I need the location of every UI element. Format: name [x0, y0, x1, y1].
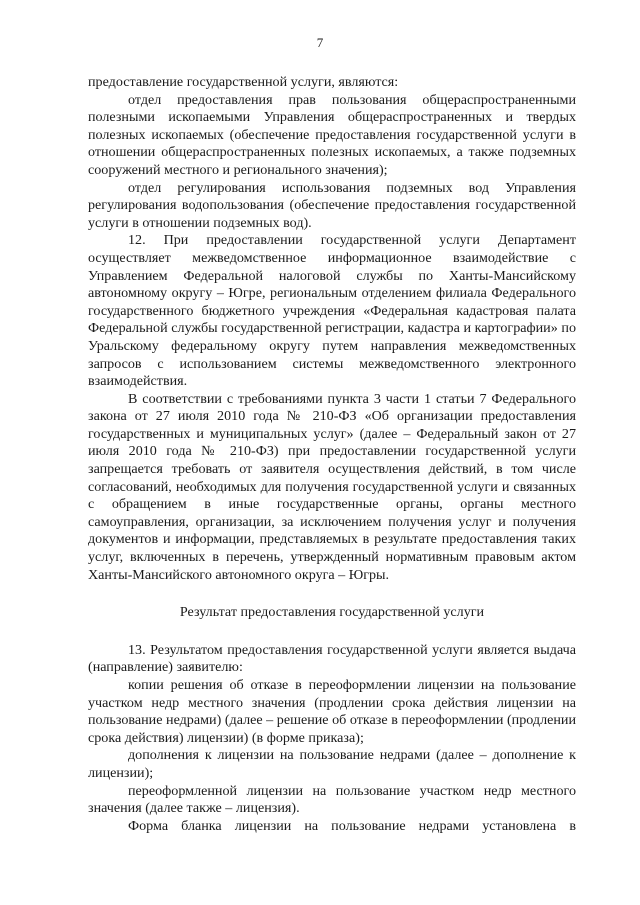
paragraph-clause-13: 13. Результатом предоставления государственной услуги является выдача (направление) заявителю: [88, 641, 576, 676]
paragraph-result-item-3: переоформленной лицензии на пользование участком недр местного значения (далее также – лицензия). [88, 782, 576, 817]
paragraph-continuation: предоставление государственной услуги, являются: [88, 74, 399, 90]
paragraph-license-form: Форма бланка лицензии на пользование недрами установлена в [128, 817, 576, 834]
section-title: Результат предоставления государственной услуги [179, 604, 485, 621]
paragraph-clause-12: 12. При предоставлении государственной услуги Департамент осуществляет межведомственное информационное взаимодействие с Управлением Федеральной налоговой службы по Ханты-Мансийскому автономному округу – Югре, региональным отделением филиала Федерального государственного бюджетного учреждения «Федеральная кадастровая палата Федеральной службы государственной регистрации, кадастра и картографии» по Уральскому федеральному округу путем направления межведомственных запросов с использованием системы межведомственного электронного взаимодействия. [88, 232, 576, 390]
paragraph-result-item-1: копии решения об отказе в переоформлении лицензии на пользование участком недр местного значения (продлении срока действия лицензии на пользование недрами) (далее – решение об отказе в переоформлении (продлении срока действия) лицензии) (в форме приказа); [88, 677, 576, 746]
paragraph-federal-law-requirements: В соответствии с требованиями пункта 3 части 1 статьи 7 Федерального закона от 27 июля 2010 года № 210-ФЗ «Об организации предоставления государственных и муниципальных услуг» (далее – Федеральный закон от 27 июля 2010 года № 210-ФЗ) при предоставлении государственной услуги запрещается требовать от заявителя осуществления действий, в том числе согласований, необходимых для получения государственной услуги и связанных с обращением в иные государственные органы, органы местного самоуправления, организации, за исключением получения услуг и получения документов и информации, представляемых в результате предоставления таких услуг, включенных в перечень, утвержденный нормативным правовым актом Ханты-Мансийского автономного округа – Югры. [88, 390, 576, 583]
document-body [88, 74, 576, 835]
page-number: 7 [316, 35, 324, 50]
paragraph-department-list-item-2: отдел регулирования использования подземных вод Управления регулирования водопользования (обеспечение предоставления государственной услуги в отношении подземных вод). [88, 179, 576, 231]
paragraph-department-list-item-1: отдел предоставления прав пользования общераспространенными полезными ископаемыми Управления общераспространенных и твердых полезных ископаемых (обеспечение предоставления государственной услуги в отношении общераспространенных полезных ископаемых, а также подземных сооружений местного и регионального значения); [88, 91, 576, 178]
paragraph-result-item-2: дополнения к лицензии на пользование недрами (далее – дополнение к лицензии); [88, 747, 576, 781]
